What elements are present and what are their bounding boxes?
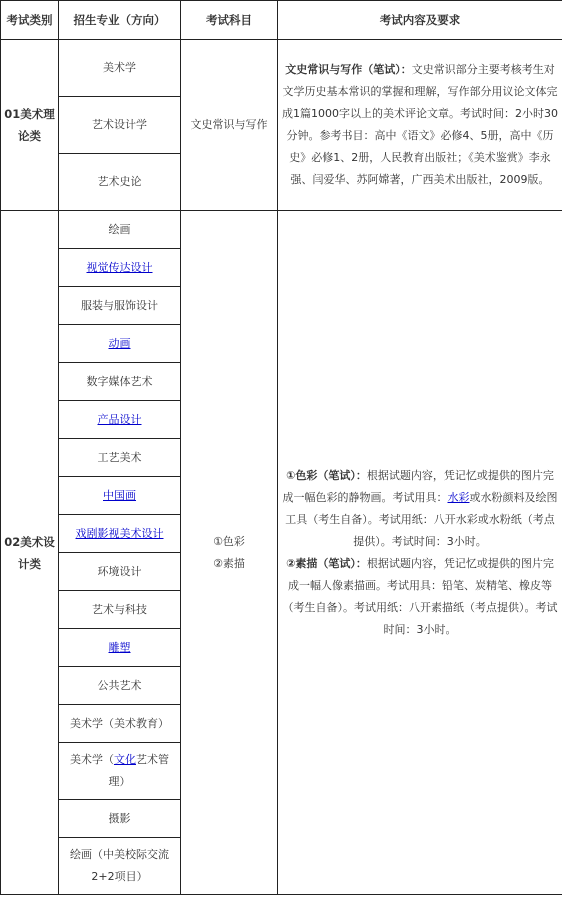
- subject-cell: [181, 211, 278, 895]
- major-cell: 绘画（中美校际交流2+2项目）: [59, 838, 181, 895]
- sketch-title: ②素描（笔试）：: [286, 556, 367, 570]
- major-cell: 美术学: [59, 40, 181, 97]
- subject-color: ①色彩: [213, 534, 245, 548]
- major-link[interactable]: 文化: [114, 753, 136, 766]
- header-major: 招生专业（方向）: [59, 1, 181, 40]
- subject-cell: 文史常识与写作: [181, 40, 278, 211]
- content-cell: [278, 40, 562, 211]
- color-body: 根据试题内容，凭记忆或提供的图片完成一幅色彩的静物画。考试用具：: [282, 468, 554, 504]
- content-body: 文史常识部分主要考核考生对文学历史基本常识的掌握和理解，写作部分用议论文体完成1篇1000字以上的美术评论文章。考试时间：2小时30分钟。参考书目：高中《语文》必修4、5册，高中《历史》必修1、2册，人民教育出版社；《美术鉴赏》李永强、闫爱华、苏阿嫦著，广西美术出版社，2009版。: [282, 63, 558, 186]
- major-cell: 艺术设计学: [59, 97, 181, 154]
- header-content: 考试内容及要求: [278, 1, 562, 40]
- table-row: [1, 211, 562, 249]
- major-link[interactable]: 视觉传达设计: [86, 260, 153, 274]
- major-prefix: 美术学（: [70, 753, 114, 766]
- major-cell: 艺术史论: [59, 154, 181, 211]
- major-link[interactable]: 动画: [108, 336, 131, 350]
- header-row: [1, 1, 562, 40]
- content-cell: [278, 211, 562, 895]
- major-link[interactable]: 中国画: [103, 488, 136, 502]
- major-link[interactable]: 戏剧影视美术设计: [75, 526, 164, 540]
- major-suffix: 艺术管理）: [108, 753, 169, 788]
- content-title: 文史常识与写作（笔试）：: [285, 63, 412, 76]
- sketch-body: 根据试题内容，凭记忆或提供的图片完成一幅人像素描画。考试用具：铅笔、炭精笔、橡皮等（考生自备）。考试用纸：八开素描纸（考点提供）。考试时间：3小时。: [282, 556, 558, 636]
- category-cell: 02美术设计类: [1, 211, 59, 895]
- table-row: [1, 40, 562, 97]
- major-cell: 服装与服饰设计: [59, 287, 181, 325]
- major-cell: 艺术与科技: [59, 591, 181, 629]
- watercolor-link[interactable]: 水彩: [447, 490, 470, 504]
- header-subject: 考试科目: [181, 1, 278, 40]
- major-cell: 绘画: [59, 211, 181, 249]
- major-cell: 公共艺术: [59, 667, 181, 705]
- major-link[interactable]: 产品设计: [97, 412, 142, 426]
- category-cell: 01美术理论类: [1, 40, 59, 211]
- major-cell: 工艺美术: [59, 439, 181, 477]
- major-link[interactable]: 雕塑: [108, 640, 131, 654]
- color-title: ①色彩（笔试）：: [286, 468, 367, 482]
- major-cell: 数字媒体艺术: [59, 363, 181, 401]
- color-body-2: 或水粉颜料及绘图工具（考生自备）。考试用纸：八开水彩或水粉纸（考点提供）。考试时间：3小时。: [285, 490, 558, 548]
- major-cell: 环境设计: [59, 553, 181, 591]
- major-cell: 美术学（美术教育）: [59, 705, 181, 743]
- subject-sketch: ②素描: [213, 556, 245, 570]
- header-category: 考试类别: [1, 1, 59, 40]
- major-cell: 摄影: [59, 800, 181, 838]
